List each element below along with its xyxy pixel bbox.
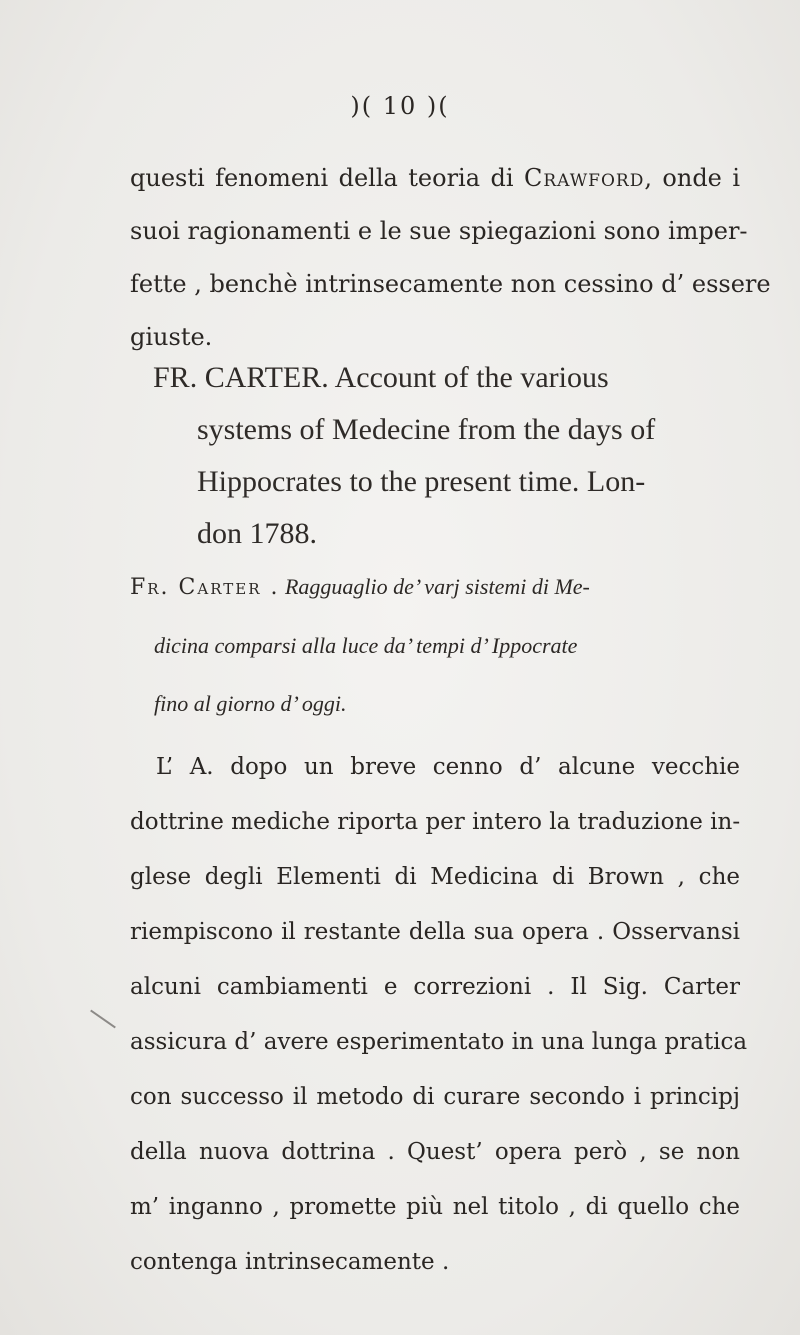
author-name: Crawford — [523, 164, 645, 192]
text-line: dottrine mediche riporta per intero la traduzione in- — [130, 809, 741, 835]
page-number: )( 10 )( — [350, 92, 450, 120]
paragraph-intro — [130, 152, 771, 364]
margin-mark — [90, 1010, 116, 1029]
text-segment: questi fenomeni della teoria di — [130, 164, 514, 192]
text-line: assicura d’ avere esperimentato in una lunga pratica — [130, 1029, 748, 1055]
text-line — [130, 152, 740, 205]
text-line: riempiscono il restante della sua opera . Osservansi — [130, 919, 740, 945]
entry-title-line: FR. CARTER. Account of the various — [153, 361, 609, 394]
paragraph-review — [130, 740, 748, 1290]
text-line: della nuova dottrina . Quest’ opera però , se non — [130, 1139, 740, 1165]
entry-title-line — [130, 558, 744, 617]
entry-title-line: systems of Medecine from the days of — [197, 413, 656, 446]
text-line: con successo il metodo di curare secondo i principj — [130, 1084, 740, 1110]
entry-title-line: dicina comparsi alla luce da’ tempi d’ Ippocrate — [154, 633, 578, 658]
text-segment: , onde i — [644, 164, 740, 192]
entry-author: Fr. Carter . — [130, 575, 280, 600]
text-line: m’ inganno , promette più nel titolo , di quello che — [130, 1194, 740, 1220]
text-line: glese degli Elementi di Medicina di Brown , che — [130, 864, 740, 890]
text-line: suoi ragionamenti e le sue spiegazioni sono imper- — [130, 217, 748, 245]
bibliographic-entry-english — [153, 352, 767, 560]
text-line: L’ A. dopo un breve cenno d’ alcune vecchie — [156, 754, 740, 780]
entry-title-line: fino al giorno d’ oggi. — [154, 691, 347, 716]
text-line: fette , benchè intrinsecamente non cessino d’ essere — [130, 270, 771, 298]
text-segment: Ragguaglio de’ varj sistemi di Me- — [284, 574, 590, 599]
entry-title-line: Hippocrates to the present time. Lon- — [197, 465, 646, 498]
text-line: alcuni cambiamenti e correzioni . Il Sig. Carter — [130, 974, 740, 1000]
entry-title-line: don 1788. — [197, 517, 317, 550]
bibliographic-entry-italian — [130, 558, 744, 733]
text-line: giuste. — [130, 323, 213, 351]
text-line: contenga intrinsecamente . — [130, 1249, 450, 1275]
